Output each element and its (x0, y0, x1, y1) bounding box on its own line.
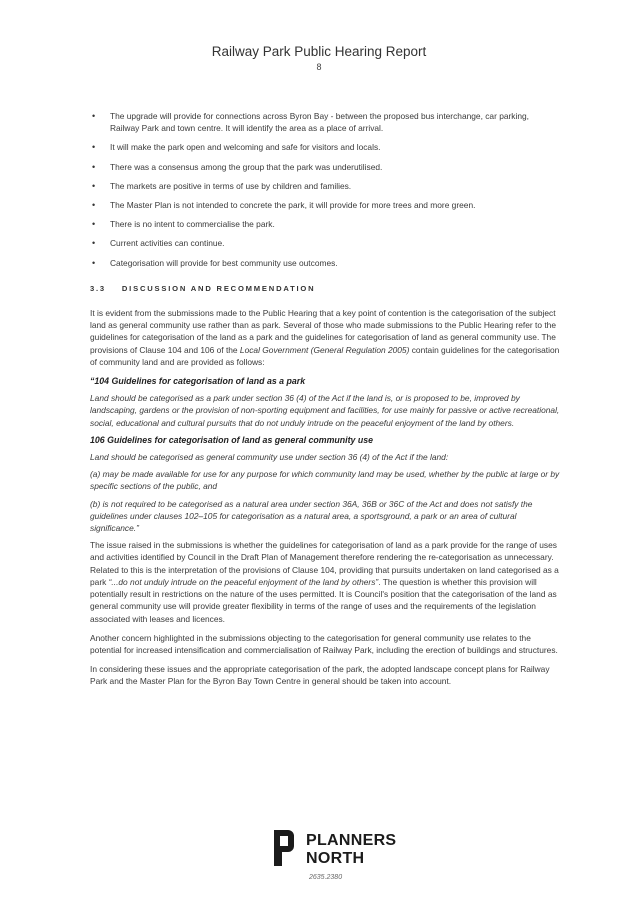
list-item: • The markets are positive in terms of use by children and families. (90, 180, 560, 192)
logo-text-line1: PLANNERS (306, 832, 397, 849)
clause-106-b: (b) is not required to be categorised as a natural area under section 36A, 36B or 36C of the Act and does not satisfy the guidelines under clauses 102–105 for categorisation as a natural area, a sportsground, a park or an area of cultural significance.” (90, 498, 533, 534)
intro-text: It is evident from the submissions made to the Public Hearing that a key point of contention is the categorisation of the subject land as general community use rather than as park. Several of those who made submissions to the Public Hearing refer to the guidelines for categorisation of the land as a park and the guidelines for categorisation of land as general community use. The provisions of Clause 104 and 106 of the (90, 308, 556, 355)
planners-north-logo (262, 826, 402, 886)
clause-104-heading: “104 Guidelines for categorisation of land as a park (90, 376, 306, 387)
issue-quote: “...do not unduly intrude on the peaceful enjoyment of the land by others” (108, 576, 379, 587)
page-number: 8 (316, 62, 322, 72)
list-item: • There is no intent to commercialise the park. (90, 218, 560, 230)
list-item: • The Master Plan is not intended to concrete the park, it will provide for more trees and more green. (90, 199, 560, 211)
regulation-name: Local Government (General Regulation 2005) (239, 344, 410, 355)
list-item: • It will make the park open and welcoming and safe for visitors and locals. (90, 141, 560, 153)
list-item: • Categorisation will provide for best community use outcomes. (90, 257, 560, 269)
intro-text-end: contain guidelines for the categorisation of community land and are provided as follows: (90, 344, 560, 367)
logo-text-line2: NORTH (306, 850, 365, 867)
issue-text: The issue raised in the submissions is whether the guidelines for categorisation of land as a park provide for the range of uses and activities identified by Council in the Draft Plan of Management therefore rendering the re-categorisation as unnecessary. Related to this is the interpretation of the provisions of Clause 104, providing that pursuits undertaken on land categorised as a park (90, 540, 559, 587)
list-item: • Current activities can continue. (90, 237, 560, 249)
report-title: Railway Park Public Hearing Report (211, 44, 427, 59)
conclusion-paragraph: In considering these issues and the appropriate categorisation of the park, the adopted landscape concept plans for Railway Park and the Master Plan for the Byron Bay Town Centre in general should be taken into account. (90, 664, 550, 687)
section-heading (90, 283, 560, 295)
concern-paragraph: Another concern highlighted in the submissions objecting to the categorisation for general community use relates to the potential for increased intensification and commercialisation of Railway Park, including the erection of buildings and structures. (90, 632, 558, 655)
page-body (90, 110, 560, 695)
intro-paragraph (90, 307, 560, 368)
document-code: 2635.2380 (309, 874, 343, 881)
section-title: DISCUSSION AND RECOMMENDATION (121, 283, 316, 293)
clause-106-heading: 106 Guidelines for categorisation of land as general community use (90, 434, 374, 445)
clause-104-text: Land should be categorised as a park under section 36 (4) of the Act if the land is, or is proposed to be, improved by landscaping, gardens or the provision of non-sporting equipment and facilities, for use mainly for passive or active recreational, social, educational and cultural pursuits that do not unduly intrude on the peaceful enjoyment of the land by others. (90, 393, 560, 428)
issue-paragraph (90, 539, 560, 624)
bullet-list (90, 110, 560, 269)
issue-text-end: . The question is whether this provision will potentially result in restrictions on the nature of the uses permitted. It is Council's position that the categorisation of the land as general community use will provide greater flexibility in terms of the range of uses and the requirements of the legislation associated with leases and licences. (90, 576, 557, 624)
clause-106-lead: Land should be categorised as general community use under section 36 (4) of the Act if the land: (90, 452, 449, 463)
section-number: 3.3 (90, 283, 106, 293)
logo-mark-icon (270, 826, 296, 870)
clause-106-a: (a) may be made available for use for any purpose for which community land may be used, whether by the public at large or by specific sections of the public, and (90, 469, 560, 492)
list-item: • There was a consensus among the group that the park was underutilised. (90, 161, 560, 173)
list-item: • The upgrade will provide for connections across Byron Bay - between the proposed bus interchange, car parking, Railway Park and town centre. It will identify the area as a place of arrival. (90, 110, 560, 134)
